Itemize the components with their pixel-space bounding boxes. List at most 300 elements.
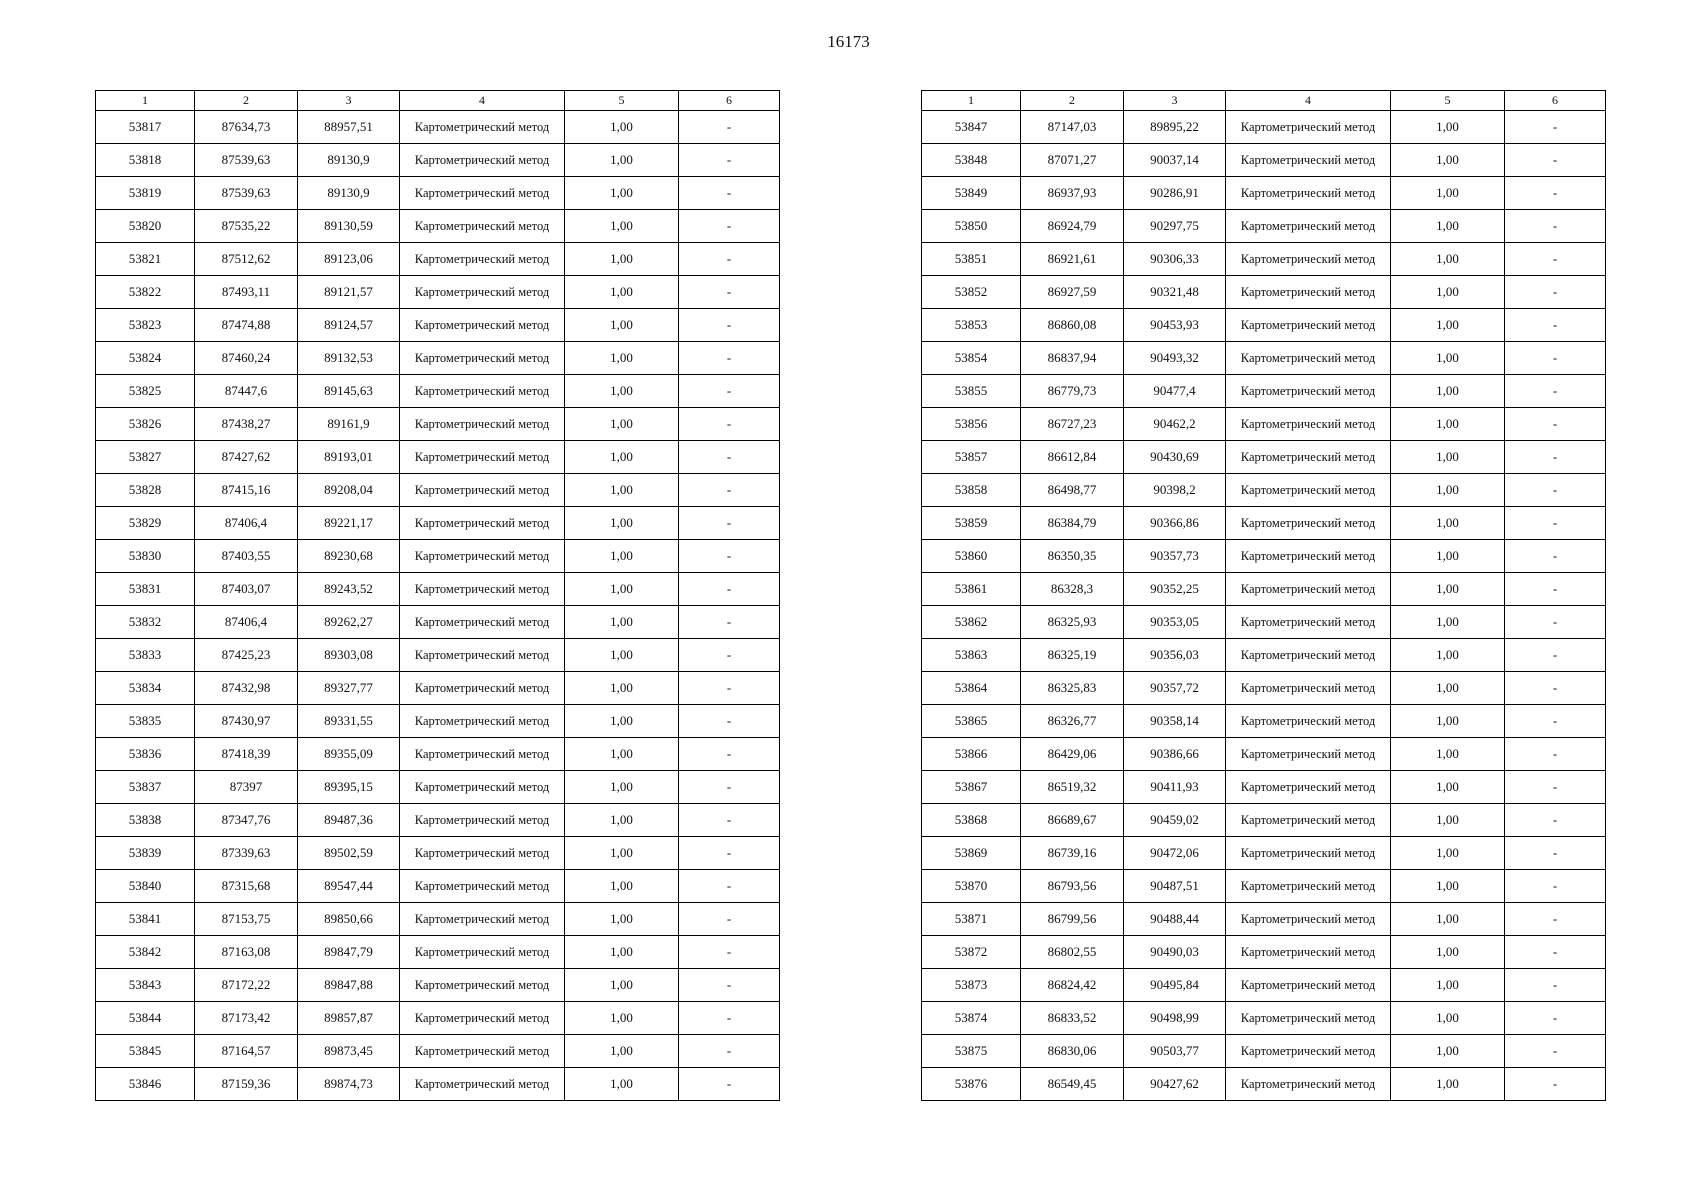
point-number-cell: 53823 [96,309,195,342]
y-coordinate-cell: 89847,79 [298,936,400,969]
point-number-cell: 53821 [96,243,195,276]
table-row [922,672,1606,705]
accuracy-cell: 1,00 [1391,771,1505,804]
method-cell: Картометрический метод [400,309,565,342]
x-coordinate-cell: 86924,79 [1021,210,1124,243]
table-row [96,771,780,804]
y-coordinate-cell: 89121,57 [298,276,400,309]
table-row [922,804,1606,837]
accuracy-cell: 1,00 [565,243,679,276]
table-row [96,111,780,144]
note-cell: - [1505,672,1606,705]
x-coordinate-cell: 86325,93 [1021,606,1124,639]
point-number-cell: 53831 [96,573,195,606]
column-header: 1 [96,91,195,111]
table-row [922,474,1606,507]
x-coordinate-cell: 87474,88 [195,309,298,342]
x-coordinate-cell: 87430,97 [195,705,298,738]
y-coordinate-cell: 89145,63 [298,375,400,408]
y-coordinate-cell: 89857,87 [298,1002,400,1035]
accuracy-cell: 1,00 [1391,474,1505,507]
accuracy-cell: 1,00 [1391,375,1505,408]
x-coordinate-cell: 86498,77 [1021,474,1124,507]
point-number-cell: 53861 [922,573,1021,606]
table-row [96,177,780,210]
x-coordinate-cell: 87425,23 [195,639,298,672]
x-coordinate-cell: 86727,23 [1021,408,1124,441]
column-header: 2 [1021,91,1124,111]
point-number-cell: 53862 [922,606,1021,639]
note-cell: - [679,309,780,342]
y-coordinate-cell: 90358,14 [1124,705,1226,738]
accuracy-cell: 1,00 [565,1002,679,1035]
accuracy-cell: 1,00 [565,507,679,540]
x-coordinate-cell: 86325,19 [1021,639,1124,672]
y-coordinate-cell: 89327,77 [298,672,400,705]
point-number-cell: 53838 [96,804,195,837]
table-row [96,375,780,408]
point-number-cell: 53854 [922,342,1021,375]
method-cell: Картометрический метод [400,342,565,375]
point-number-cell: 53842 [96,936,195,969]
y-coordinate-cell: 90411,93 [1124,771,1226,804]
point-number-cell: 53853 [922,309,1021,342]
note-cell: - [679,375,780,408]
table-row [96,474,780,507]
y-coordinate-cell: 89130,9 [298,144,400,177]
accuracy-cell: 1,00 [1391,1035,1505,1068]
method-cell: Картометрический метод [400,1068,565,1101]
accuracy-cell: 1,00 [565,276,679,309]
table-row [96,606,780,639]
note-cell: - [1505,1068,1606,1101]
table-row [922,573,1606,606]
table-row [96,837,780,870]
table-row [922,111,1606,144]
accuracy-cell: 1,00 [1391,903,1505,936]
y-coordinate-cell: 90386,66 [1124,738,1226,771]
method-cell: Картометрический метод [1226,639,1391,672]
y-coordinate-cell: 89230,68 [298,540,400,573]
note-cell: - [679,441,780,474]
x-coordinate-cell: 87159,36 [195,1068,298,1101]
method-cell: Картометрический метод [400,276,565,309]
note-cell: - [679,870,780,903]
method-cell: Картометрический метод [400,573,565,606]
note-cell: - [1505,507,1606,540]
table-row [922,276,1606,309]
accuracy-cell: 1,00 [565,969,679,1002]
note-cell: - [1505,441,1606,474]
y-coordinate-cell: 90353,05 [1124,606,1226,639]
table-header-row [922,91,1606,111]
accuracy-cell: 1,00 [565,177,679,210]
method-cell: Картометрический метод [400,375,565,408]
x-coordinate-cell: 87460,24 [195,342,298,375]
x-coordinate-cell: 87172,22 [195,969,298,1002]
accuracy-cell: 1,00 [1391,408,1505,441]
note-cell: - [1505,870,1606,903]
method-cell: Картометрический метод [400,210,565,243]
x-coordinate-cell: 86837,94 [1021,342,1124,375]
point-number-cell: 53839 [96,837,195,870]
point-number-cell: 53849 [922,177,1021,210]
point-number-cell: 53822 [96,276,195,309]
method-cell: Картометрический метод [1226,1035,1391,1068]
column-header: 3 [298,91,400,111]
column-header: 6 [679,91,780,111]
note-cell: - [1505,375,1606,408]
note-cell: - [1505,936,1606,969]
y-coordinate-cell: 90357,72 [1124,672,1226,705]
x-coordinate-cell: 87415,16 [195,474,298,507]
note-cell: - [679,1068,780,1101]
accuracy-cell: 1,00 [565,540,679,573]
accuracy-cell: 1,00 [565,342,679,375]
y-coordinate-cell: 89850,66 [298,903,400,936]
point-number-cell: 53869 [922,837,1021,870]
note-cell: - [1505,903,1606,936]
method-cell: Картометрический метод [1226,771,1391,804]
x-coordinate-cell: 86549,45 [1021,1068,1124,1101]
y-coordinate-cell: 89847,88 [298,969,400,1002]
note-cell: - [679,903,780,936]
y-coordinate-cell: 89124,57 [298,309,400,342]
y-coordinate-cell: 89874,73 [298,1068,400,1101]
method-cell: Картометрический метод [400,474,565,507]
table-row [922,540,1606,573]
method-cell: Картометрический метод [1226,507,1391,540]
y-coordinate-cell: 90453,93 [1124,309,1226,342]
table-row [922,441,1606,474]
x-coordinate-cell: 87432,98 [195,672,298,705]
x-coordinate-cell: 87418,39 [195,738,298,771]
note-cell: - [679,243,780,276]
note-cell: - [1505,243,1606,276]
accuracy-cell: 1,00 [565,210,679,243]
point-number-cell: 53860 [922,540,1021,573]
x-coordinate-cell: 87406,4 [195,507,298,540]
table-row [922,1002,1606,1035]
y-coordinate-cell: 89161,9 [298,408,400,441]
method-cell: Картометрический метод [400,1002,565,1035]
y-coordinate-cell: 89303,08 [298,639,400,672]
y-coordinate-cell: 89547,44 [298,870,400,903]
table-row [922,903,1606,936]
method-cell: Картометрический метод [1226,870,1391,903]
y-coordinate-cell: 90477,4 [1124,375,1226,408]
y-coordinate-cell: 90498,99 [1124,1002,1226,1035]
y-coordinate-cell: 89873,45 [298,1035,400,1068]
note-cell: - [679,672,780,705]
y-coordinate-cell: 88957,51 [298,111,400,144]
x-coordinate-cell: 87164,57 [195,1035,298,1068]
y-coordinate-cell: 90037,14 [1124,144,1226,177]
note-cell: - [679,771,780,804]
y-coordinate-cell: 90321,48 [1124,276,1226,309]
y-coordinate-cell: 90430,69 [1124,441,1226,474]
accuracy-cell: 1,00 [1391,540,1505,573]
x-coordinate-cell: 86739,16 [1021,837,1124,870]
x-coordinate-cell: 86325,83 [1021,672,1124,705]
method-cell: Картометрический метод [400,507,565,540]
y-coordinate-cell: 90306,33 [1124,243,1226,276]
point-number-cell: 53817 [96,111,195,144]
y-coordinate-cell: 90472,06 [1124,837,1226,870]
y-coordinate-cell: 89130,9 [298,177,400,210]
note-cell: - [1505,540,1606,573]
x-coordinate-cell: 86350,35 [1021,540,1124,573]
method-cell: Картометрический метод [400,144,565,177]
accuracy-cell: 1,00 [565,738,679,771]
x-coordinate-cell: 87427,62 [195,441,298,474]
coordinates-table-right [921,90,1606,1101]
method-cell: Картометрический метод [1226,144,1391,177]
point-number-cell: 53848 [922,144,1021,177]
note-cell: - [679,606,780,639]
table-row [96,276,780,309]
table-row [96,639,780,672]
accuracy-cell: 1,00 [1391,309,1505,342]
point-number-cell: 53851 [922,243,1021,276]
method-cell: Картометрический метод [1226,375,1391,408]
table-row [96,210,780,243]
note-cell: - [1505,1035,1606,1068]
table-row [922,969,1606,1002]
table-row [96,969,780,1002]
y-coordinate-cell: 89130,59 [298,210,400,243]
point-number-cell: 53826 [96,408,195,441]
point-number-cell: 53871 [922,903,1021,936]
method-cell: Картометрический метод [400,639,565,672]
point-number-cell: 53872 [922,936,1021,969]
x-coordinate-cell: 86612,84 [1021,441,1124,474]
x-coordinate-cell: 87438,27 [195,408,298,441]
x-coordinate-cell: 87397 [195,771,298,804]
x-coordinate-cell: 87493,11 [195,276,298,309]
point-number-cell: 53830 [96,540,195,573]
method-cell: Картометрический метод [1226,672,1391,705]
note-cell: - [679,111,780,144]
x-coordinate-cell: 87539,63 [195,177,298,210]
point-number-cell: 53859 [922,507,1021,540]
table-row [922,639,1606,672]
column-header: 5 [565,91,679,111]
note-cell: - [1505,474,1606,507]
accuracy-cell: 1,00 [565,408,679,441]
method-cell: Картометрический метод [400,870,565,903]
x-coordinate-cell: 87512,62 [195,243,298,276]
accuracy-cell: 1,00 [1391,144,1505,177]
point-number-cell: 53820 [96,210,195,243]
table-row [96,408,780,441]
accuracy-cell: 1,00 [565,573,679,606]
table-row [922,870,1606,903]
x-coordinate-cell: 86799,56 [1021,903,1124,936]
point-number-cell: 53829 [96,507,195,540]
table-row [96,903,780,936]
y-coordinate-cell: 89123,06 [298,243,400,276]
method-cell: Картометрический метод [1226,342,1391,375]
column-header: 4 [400,91,565,111]
point-number-cell: 53843 [96,969,195,1002]
note-cell: - [679,276,780,309]
x-coordinate-cell: 86937,93 [1021,177,1124,210]
y-coordinate-cell: 90493,32 [1124,342,1226,375]
note-cell: - [1505,342,1606,375]
x-coordinate-cell: 86384,79 [1021,507,1124,540]
table-row [922,738,1606,771]
y-coordinate-cell: 89502,59 [298,837,400,870]
y-coordinate-cell: 90495,84 [1124,969,1226,1002]
accuracy-cell: 1,00 [1391,672,1505,705]
accuracy-cell: 1,00 [1391,606,1505,639]
table-row [96,243,780,276]
accuracy-cell: 1,00 [1391,177,1505,210]
accuracy-cell: 1,00 [1391,1068,1505,1101]
method-cell: Картометрический метод [1226,276,1391,309]
method-cell: Картометрический метод [1226,243,1391,276]
note-cell: - [679,177,780,210]
method-cell: Картометрический метод [1226,1068,1391,1101]
method-cell: Картометрический метод [400,1035,565,1068]
x-coordinate-cell: 87315,68 [195,870,298,903]
accuracy-cell: 1,00 [565,936,679,969]
method-cell: Картометрический метод [400,606,565,639]
table-row [922,837,1606,870]
x-coordinate-cell: 87447,6 [195,375,298,408]
accuracy-cell: 1,00 [565,111,679,144]
point-number-cell: 53832 [96,606,195,639]
accuracy-cell: 1,00 [1391,837,1505,870]
point-number-cell: 53824 [96,342,195,375]
x-coordinate-cell: 87634,73 [195,111,298,144]
y-coordinate-cell: 90490,03 [1124,936,1226,969]
method-cell: Картометрический метод [400,540,565,573]
table-row [96,540,780,573]
point-number-cell: 53850 [922,210,1021,243]
point-number-cell: 53875 [922,1035,1021,1068]
x-coordinate-cell: 87347,76 [195,804,298,837]
method-cell: Картометрический метод [1226,969,1391,1002]
note-cell: - [679,210,780,243]
y-coordinate-cell: 89208,04 [298,474,400,507]
y-coordinate-cell: 90487,51 [1124,870,1226,903]
x-coordinate-cell: 86927,59 [1021,276,1124,309]
method-cell: Картометрический метод [1226,540,1391,573]
note-cell: - [679,1035,780,1068]
accuracy-cell: 1,00 [1391,870,1505,903]
y-coordinate-cell: 89395,15 [298,771,400,804]
accuracy-cell: 1,00 [565,441,679,474]
x-coordinate-cell: 87153,75 [195,903,298,936]
note-cell: - [679,144,780,177]
coordinates-table-left [95,90,780,1101]
x-coordinate-cell: 86824,42 [1021,969,1124,1002]
y-coordinate-cell: 90398,2 [1124,474,1226,507]
note-cell: - [1505,738,1606,771]
table-row [96,870,780,903]
table-row [922,309,1606,342]
note-cell: - [1505,771,1606,804]
method-cell: Картометрический метод [400,969,565,1002]
point-number-cell: 53836 [96,738,195,771]
table-header-row [96,91,780,111]
accuracy-cell: 1,00 [565,1035,679,1068]
point-number-cell: 53863 [922,639,1021,672]
y-coordinate-cell: 89331,55 [298,705,400,738]
point-number-cell: 53835 [96,705,195,738]
method-cell: Картометрический метод [1226,837,1391,870]
method-cell: Картометрический метод [400,441,565,474]
note-cell: - [1505,804,1606,837]
point-number-cell: 53837 [96,771,195,804]
table-row [96,573,780,606]
x-coordinate-cell: 86519,32 [1021,771,1124,804]
point-number-cell: 53858 [922,474,1021,507]
point-number-cell: 53833 [96,639,195,672]
accuracy-cell: 1,00 [1391,1002,1505,1035]
x-coordinate-cell: 86860,08 [1021,309,1124,342]
note-cell: - [1505,408,1606,441]
y-coordinate-cell: 90352,25 [1124,573,1226,606]
note-cell: - [679,342,780,375]
y-coordinate-cell: 89243,52 [298,573,400,606]
table-row [922,606,1606,639]
x-coordinate-cell: 87535,22 [195,210,298,243]
note-cell: - [1505,111,1606,144]
method-cell: Картометрический метод [1226,606,1391,639]
y-coordinate-cell: 89895,22 [1124,111,1226,144]
note-cell: - [679,804,780,837]
method-cell: Картометрический метод [400,903,565,936]
table-row [922,1035,1606,1068]
table-row [96,342,780,375]
y-coordinate-cell: 90356,03 [1124,639,1226,672]
y-coordinate-cell: 90427,62 [1124,1068,1226,1101]
point-number-cell: 53841 [96,903,195,936]
note-cell: - [1505,177,1606,210]
y-coordinate-cell: 90297,75 [1124,210,1226,243]
y-coordinate-cell: 90366,86 [1124,507,1226,540]
column-header: 3 [1124,91,1226,111]
point-number-cell: 53845 [96,1035,195,1068]
accuracy-cell: 1,00 [565,804,679,837]
x-coordinate-cell: 86830,06 [1021,1035,1124,1068]
y-coordinate-cell: 90286,91 [1124,177,1226,210]
point-number-cell: 53827 [96,441,195,474]
note-cell: - [1505,144,1606,177]
point-number-cell: 53876 [922,1068,1021,1101]
method-cell: Картометрический метод [1226,1002,1391,1035]
accuracy-cell: 1,00 [565,474,679,507]
point-number-cell: 53834 [96,672,195,705]
method-cell: Картометрический метод [400,738,565,771]
y-coordinate-cell: 89487,36 [298,804,400,837]
accuracy-cell: 1,00 [1391,441,1505,474]
table-row [922,144,1606,177]
note-cell: - [1505,210,1606,243]
column-header: 1 [922,91,1021,111]
method-cell: Картометрический метод [1226,210,1391,243]
x-coordinate-cell: 87403,55 [195,540,298,573]
table-row [922,408,1606,441]
y-coordinate-cell: 89193,01 [298,441,400,474]
note-cell: - [679,507,780,540]
note-cell: - [679,540,780,573]
note-cell: - [1505,837,1606,870]
point-number-cell: 53870 [922,870,1021,903]
